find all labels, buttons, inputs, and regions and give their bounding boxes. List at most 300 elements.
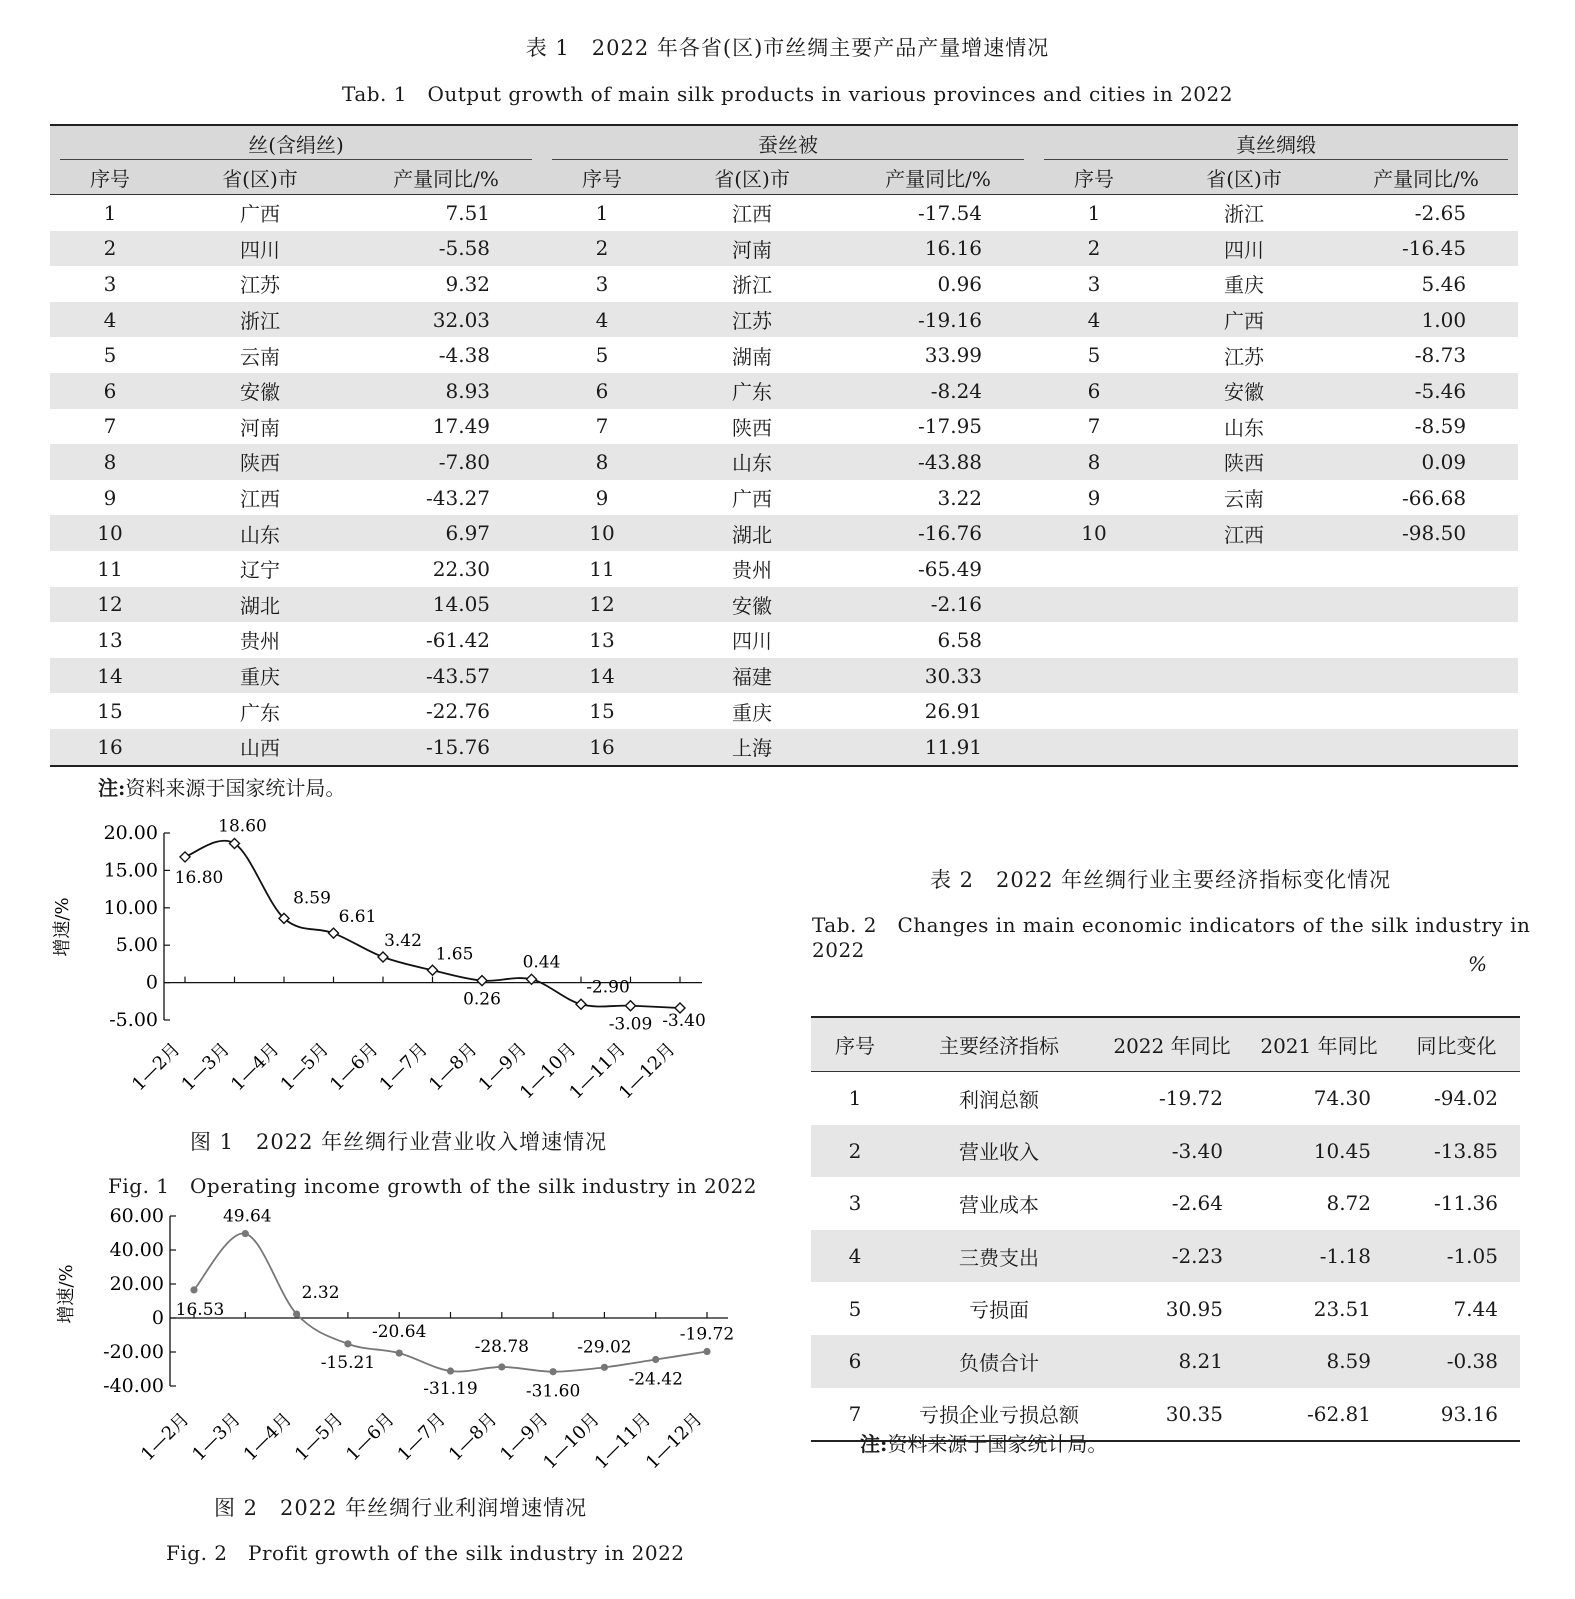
table1-caption-cn: 表 1 2022 年各省(区)市丝绸主要产品产量增速情况 bbox=[525, 36, 1050, 60]
col-header-growth: 产量同比/% bbox=[1334, 160, 1518, 195]
cell-index: 14 bbox=[50, 658, 170, 694]
x-tick-label: 1—6月 bbox=[326, 1038, 383, 1096]
cell-index: 4 bbox=[542, 302, 662, 338]
note-text: 资料来源于国家统计局。 bbox=[887, 1432, 1108, 1456]
table-row bbox=[50, 195, 1518, 231]
table1 bbox=[50, 124, 1518, 767]
col-header-indicator: 主要经济指标 bbox=[899, 1017, 1099, 1072]
cell-province bbox=[1154, 729, 1334, 766]
cell-province bbox=[1154, 551, 1334, 587]
x-tick-label: 1—9月 bbox=[474, 1038, 532, 1096]
table-row bbox=[50, 658, 1518, 694]
data-label: 3.42 bbox=[384, 931, 422, 952]
cell-index: 1 bbox=[1087, 200, 1101, 225]
cell-province: 山东 bbox=[1224, 415, 1265, 440]
cell-province: 江西 bbox=[732, 202, 773, 227]
cell-growth: -2.16 bbox=[842, 587, 1034, 623]
col-header-index: 序号 bbox=[542, 160, 662, 195]
cell-2022: 8.21 bbox=[1099, 1335, 1245, 1388]
cell-index: 2 bbox=[50, 231, 170, 267]
cell-index: 2 bbox=[1034, 231, 1154, 267]
cell-change: -94.02 bbox=[1433, 1086, 1498, 1111]
x-tick-label: 1—8月 bbox=[444, 1408, 502, 1466]
group-header-quilt: 蚕丝被 bbox=[542, 125, 1034, 160]
cell-growth: 17.49 bbox=[432, 414, 491, 439]
note-label: 注: bbox=[860, 1432, 888, 1456]
cell-growth: -43.88 bbox=[842, 444, 1034, 480]
table-row bbox=[50, 444, 1518, 480]
cell-growth bbox=[1334, 622, 1518, 658]
cell-province: 湖北 bbox=[170, 587, 350, 623]
table-row bbox=[811, 1072, 1520, 1125]
cell-2022: 30.95 bbox=[1165, 1296, 1223, 1321]
table2-note bbox=[860, 1428, 1107, 1457]
cell-province: 贵州 bbox=[240, 629, 280, 654]
data-label: -29.02 bbox=[577, 1337, 632, 1358]
cell-province: 重庆 bbox=[170, 658, 350, 694]
cell-index bbox=[1034, 658, 1154, 694]
cell-growth: 30.33 bbox=[842, 658, 1034, 694]
col-header-index: 序号 bbox=[811, 1017, 899, 1072]
cell-indicator: 利润总额 bbox=[959, 1087, 1039, 1112]
data-point bbox=[652, 1356, 659, 1363]
y-tick-label: 5.00 bbox=[115, 934, 158, 957]
table-row bbox=[50, 337, 1518, 373]
x-tick-label: 1—7月 bbox=[393, 1408, 451, 1466]
cell-growth: -15.76 bbox=[350, 729, 542, 766]
cell-growth: -16.76 bbox=[842, 515, 1034, 551]
cell-index: 8 bbox=[50, 444, 170, 480]
table-row bbox=[50, 515, 1518, 551]
cell-province: 安徽 bbox=[662, 587, 842, 623]
table-row bbox=[50, 693, 1518, 729]
y-tick-label: 20.00 bbox=[103, 822, 158, 844]
cell-province: 江苏 bbox=[240, 273, 280, 298]
data-label: 16.53 bbox=[175, 1299, 225, 1320]
cell-index: 3 bbox=[848, 1191, 862, 1216]
y-tick-label: 0 bbox=[145, 971, 158, 994]
cell-growth: 33.99 bbox=[924, 343, 983, 368]
y-tick-label: -40.00 bbox=[103, 1375, 164, 1397]
cell-index: 2 bbox=[542, 231, 662, 267]
data-point bbox=[550, 1368, 557, 1375]
figure2-caption-cn: 图 2 2022 年丝绸行业利润增速情况 bbox=[214, 1496, 588, 1520]
x-tick-label: 1—10月 bbox=[515, 1038, 581, 1104]
data-point bbox=[293, 1310, 300, 1317]
cell-index bbox=[1034, 551, 1154, 587]
cell-2022: -3.40 bbox=[1099, 1125, 1245, 1178]
cell-province: 云南 bbox=[240, 344, 280, 369]
x-tick-label: 1—5月 bbox=[290, 1408, 348, 1466]
cell-change: -1.05 bbox=[1393, 1230, 1520, 1283]
table-row bbox=[50, 266, 1518, 302]
cell-growth: 0.09 bbox=[1334, 444, 1518, 480]
data-label: -3.40 bbox=[662, 1011, 706, 1032]
table-row bbox=[811, 1125, 1520, 1178]
cell-province: 四川 bbox=[170, 231, 350, 267]
cell-2021: -1.18 bbox=[1245, 1230, 1393, 1283]
x-tick-label: 1—12月 bbox=[641, 1408, 707, 1474]
y-tick-label: 0 bbox=[151, 1307, 164, 1329]
cell-index: 11 bbox=[97, 556, 123, 581]
cell-growth bbox=[1334, 658, 1518, 694]
cell-province: 辽宁 bbox=[240, 558, 280, 583]
y-axis-label: 增速/% bbox=[56, 1264, 77, 1324]
cell-province: 江西 bbox=[240, 487, 280, 512]
cell-index: 9 bbox=[1087, 485, 1101, 510]
cell-index bbox=[1034, 693, 1154, 729]
cell-index: 5 bbox=[848, 1296, 862, 1321]
cell-index: 7 bbox=[595, 414, 609, 439]
cell-index bbox=[1034, 622, 1154, 658]
col-header-index: 序号 bbox=[1034, 160, 1154, 195]
cell-indicator: 亏损面 bbox=[969, 1298, 1029, 1323]
cell-index: 1 bbox=[595, 200, 609, 225]
cell-growth: 0.96 bbox=[937, 271, 983, 296]
cell-growth: 26.91 bbox=[924, 699, 983, 724]
cell-index bbox=[1034, 729, 1154, 766]
cell-2021: 10.45 bbox=[1245, 1125, 1393, 1178]
cell-province bbox=[1154, 587, 1334, 623]
cell-growth: -8.24 bbox=[842, 373, 1034, 409]
figure1-caption-cn: 图 1 2022 年丝绸行业营业收入增速情况 bbox=[190, 1130, 608, 1154]
cell-province: 四川 bbox=[732, 629, 773, 654]
cell-province: 浙江 bbox=[170, 302, 350, 338]
cell-growth: 22.30 bbox=[432, 556, 491, 581]
figure2-chart bbox=[40, 1203, 750, 1493]
cell-province: 湖北 bbox=[662, 515, 842, 551]
x-tick-label: 1—2月 bbox=[137, 1408, 194, 1466]
cell-growth: -7.80 bbox=[350, 444, 542, 480]
cell-growth: 6.97 bbox=[350, 515, 542, 551]
cell-growth: -61.42 bbox=[426, 627, 491, 652]
data-point bbox=[703, 1348, 710, 1355]
table-row bbox=[50, 231, 1518, 267]
cell-province: 安徽 bbox=[1154, 373, 1334, 409]
cell-province: 贵州 bbox=[732, 558, 773, 583]
data-point bbox=[626, 1001, 636, 1011]
x-tick-label: 1—12月 bbox=[614, 1038, 680, 1104]
col-header-change: 同比变化 bbox=[1393, 1017, 1520, 1072]
table-row bbox=[50, 302, 1518, 338]
table2 bbox=[811, 1016, 1520, 1442]
col-header-2022: 2022 年同比 bbox=[1099, 1017, 1245, 1072]
y-tick-label: 15.00 bbox=[103, 859, 158, 882]
cell-2021: 8.72 bbox=[1326, 1191, 1371, 1216]
cell-province: 陕西 bbox=[732, 415, 773, 440]
data-label: 8.59 bbox=[293, 888, 331, 909]
cell-growth: -22.76 bbox=[426, 699, 491, 724]
cell-province bbox=[1154, 622, 1334, 658]
data-label: -2.90 bbox=[586, 977, 630, 998]
cell-index: 8 bbox=[1034, 444, 1154, 480]
cell-index: 2 bbox=[811, 1125, 899, 1178]
cell-growth: 6.58 bbox=[937, 627, 983, 652]
group-header-silk: 丝(含绢丝) bbox=[50, 125, 542, 160]
col-header-growth: 产量同比/% bbox=[350, 160, 542, 195]
x-tick-label: 1—10月 bbox=[539, 1408, 604, 1474]
data-point bbox=[190, 1286, 197, 1293]
table1-note bbox=[98, 772, 345, 801]
cell-index: 6 bbox=[811, 1335, 899, 1388]
data-label: -31.19 bbox=[423, 1379, 478, 1400]
cell-indicator: 负债合计 bbox=[899, 1335, 1099, 1388]
cell-indicator: 营业收入 bbox=[899, 1125, 1099, 1178]
cell-growth: -2.65 bbox=[1414, 200, 1467, 225]
x-tick-label: 1—8月 bbox=[425, 1038, 482, 1096]
data-point bbox=[180, 852, 190, 862]
cell-growth: -98.50 bbox=[1334, 515, 1518, 551]
x-tick-label: 1—9月 bbox=[496, 1408, 553, 1466]
cell-index: 16 bbox=[50, 729, 170, 766]
cell-index: 5 bbox=[103, 343, 117, 368]
cell-growth: -5.46 bbox=[1334, 373, 1518, 409]
table2-caption-en: Tab. 2 Changes in main economic indicators of the silk industry in 2022 bbox=[812, 913, 1531, 962]
cell-province: 陕西 bbox=[170, 444, 350, 480]
data-label: -28.78 bbox=[474, 1336, 530, 1357]
cell-province bbox=[1154, 693, 1334, 729]
cell-index: 5 bbox=[595, 343, 609, 368]
data-label: 1.65 bbox=[435, 944, 474, 965]
cell-index: 15 bbox=[589, 699, 615, 724]
y-tick-label: -20.00 bbox=[103, 1341, 164, 1363]
x-tick-label: 1—11月 bbox=[590, 1408, 656, 1474]
x-tick-label: 1—11月 bbox=[565, 1038, 631, 1104]
cell-index: 11 bbox=[589, 556, 615, 581]
cell-province: 江苏 bbox=[1224, 344, 1265, 369]
cell-province: 云南 bbox=[1224, 487, 1265, 512]
cell-index: 13 bbox=[589, 627, 615, 652]
data-label: 16.80 bbox=[174, 867, 224, 888]
cell-province: 河南 bbox=[662, 231, 842, 267]
cell-change: -0.38 bbox=[1393, 1335, 1520, 1388]
cell-index: 7 bbox=[1087, 414, 1101, 439]
cell-province: 广东 bbox=[662, 373, 842, 409]
cell-2022: 30.35 bbox=[1099, 1388, 1245, 1442]
cell-province: 陕西 bbox=[1154, 444, 1334, 480]
cell-growth: -8.73 bbox=[1414, 343, 1467, 368]
note-text: 资料来源于国家统计局。 bbox=[125, 776, 346, 800]
y-tick-label: 20.00 bbox=[109, 1273, 164, 1295]
cell-growth: 11.91 bbox=[842, 729, 1034, 766]
cell-growth: -66.68 bbox=[1402, 485, 1467, 510]
cell-index: 16 bbox=[542, 729, 662, 766]
cell-growth: -17.95 bbox=[918, 414, 983, 439]
data-point bbox=[329, 928, 339, 938]
cell-province: 山东 bbox=[662, 444, 842, 480]
cell-province: 广西 bbox=[732, 487, 773, 512]
cell-2022: -2.64 bbox=[1171, 1191, 1223, 1216]
cell-growth: -17.54 bbox=[918, 200, 983, 225]
data-point bbox=[576, 999, 586, 1009]
col-header-index: 序号 bbox=[50, 160, 170, 195]
cell-index: 1 bbox=[848, 1086, 862, 1111]
table-row bbox=[50, 587, 1518, 623]
cell-change: -11.36 bbox=[1433, 1191, 1498, 1216]
y-tick-label: -5.00 bbox=[109, 1009, 158, 1031]
data-label: 0.44 bbox=[522, 952, 561, 973]
col-header-growth: 产量同比/% bbox=[842, 160, 1034, 195]
cell-index: 10 bbox=[50, 515, 170, 551]
col-header-2021: 2021 年同比 bbox=[1245, 1017, 1393, 1072]
cell-index: 7 bbox=[103, 414, 117, 439]
cell-province: 重庆 bbox=[732, 700, 773, 725]
table2-column-headers bbox=[811, 1017, 1520, 1072]
x-tick-label: 1—3月 bbox=[177, 1038, 235, 1096]
cell-index: 12 bbox=[50, 587, 170, 623]
cell-growth bbox=[1334, 693, 1518, 729]
cell-province: 江西 bbox=[1154, 515, 1334, 551]
cell-province: 福建 bbox=[662, 658, 842, 694]
cell-2022: -2.23 bbox=[1099, 1230, 1245, 1283]
data-point bbox=[447, 1367, 454, 1374]
table-row bbox=[50, 409, 1518, 445]
cell-growth: -65.49 bbox=[918, 556, 983, 581]
cell-growth: 7.51 bbox=[445, 200, 491, 225]
cell-index: 3 bbox=[595, 271, 609, 296]
x-tick-label: 1—4月 bbox=[239, 1408, 297, 1466]
table-row bbox=[811, 1335, 1520, 1388]
cell-index: 14 bbox=[542, 658, 662, 694]
x-tick-label: 1—6月 bbox=[342, 1408, 399, 1466]
cell-index: 6 bbox=[542, 373, 662, 409]
cell-growth bbox=[1334, 729, 1518, 766]
data-point bbox=[428, 965, 438, 975]
figure1-chart bbox=[40, 810, 740, 1115]
cell-index: 6 bbox=[50, 373, 170, 409]
cell-province: 浙江 bbox=[1224, 202, 1265, 227]
data-point bbox=[242, 1230, 249, 1237]
cell-index: 10 bbox=[542, 515, 662, 551]
cell-province: 安徽 bbox=[170, 373, 350, 409]
cell-2021: 74.30 bbox=[1313, 1086, 1371, 1111]
data-point bbox=[396, 1349, 403, 1356]
table-row bbox=[50, 729, 1518, 766]
data-label: -3.09 bbox=[608, 1014, 653, 1035]
cell-growth: -4.38 bbox=[438, 343, 491, 368]
data-label: -31.60 bbox=[525, 1381, 581, 1402]
cell-index: 13 bbox=[97, 627, 123, 652]
cell-indicator: 营业成本 bbox=[959, 1192, 1039, 1217]
cell-province: 四川 bbox=[1154, 231, 1334, 267]
data-label: -15.21 bbox=[320, 1352, 376, 1373]
table-row bbox=[50, 373, 1518, 409]
cell-index: 12 bbox=[542, 587, 662, 623]
cell-2021: 23.51 bbox=[1313, 1296, 1371, 1321]
cell-index: 9 bbox=[103, 485, 117, 510]
data-label: -19.72 bbox=[679, 1324, 735, 1345]
figure2-caption-en: Fig. 2 Profit growth of the silk industry in 2022 bbox=[166, 1541, 685, 1565]
table-row bbox=[811, 1177, 1520, 1230]
col-header-province: 省(区)市 bbox=[1154, 160, 1334, 195]
table-row bbox=[50, 622, 1518, 658]
x-tick-label: 1—2月 bbox=[128, 1038, 185, 1096]
group-header-satin: 真丝绸缎 bbox=[1034, 125, 1518, 160]
x-tick-label: 1—7月 bbox=[375, 1038, 433, 1096]
x-tick-label: 1—5月 bbox=[276, 1038, 334, 1096]
cell-index: 4 bbox=[50, 302, 170, 338]
cell-index bbox=[1034, 587, 1154, 623]
data-label: -24.42 bbox=[628, 1369, 683, 1390]
cell-2022: -19.72 bbox=[1158, 1086, 1223, 1111]
cell-growth: 5.46 bbox=[1421, 271, 1467, 296]
cell-index: 4 bbox=[811, 1230, 899, 1283]
table1-column-headers bbox=[50, 160, 1518, 195]
cell-index: 1 bbox=[103, 200, 117, 225]
cell-province: 江苏 bbox=[662, 302, 842, 338]
cell-change: -13.85 bbox=[1393, 1125, 1520, 1178]
data-point bbox=[344, 1340, 351, 1347]
cell-province: 山西 bbox=[170, 729, 350, 766]
figure1-caption-en: Fig. 1 Operating income growth of the silk industry in 2022 bbox=[108, 1174, 757, 1198]
note-label: 注: bbox=[98, 776, 126, 800]
cell-province: 山东 bbox=[170, 515, 350, 551]
cell-growth: 3.22 bbox=[937, 485, 983, 510]
data-point bbox=[477, 976, 487, 986]
table2-caption-cn: 表 2 2022 年丝绸行业主要经济指标变化情况 bbox=[930, 868, 1392, 892]
cell-index: 6 bbox=[1034, 373, 1154, 409]
data-point bbox=[601, 1364, 608, 1371]
y-tick-label: 10.00 bbox=[103, 896, 158, 919]
cell-growth bbox=[1334, 587, 1518, 623]
cell-2021: 8.59 bbox=[1245, 1335, 1393, 1388]
data-label: 6.61 bbox=[338, 907, 377, 928]
table-row bbox=[50, 551, 1518, 587]
cell-growth bbox=[1334, 551, 1518, 587]
cell-growth: 32.03 bbox=[350, 302, 542, 338]
data-label: 0.26 bbox=[463, 989, 501, 1010]
cell-indicator: 三费支出 bbox=[899, 1230, 1099, 1283]
y-axis-label: 增速/% bbox=[52, 897, 73, 957]
cell-province: 浙江 bbox=[732, 273, 773, 298]
col-header-province: 省(区)市 bbox=[170, 160, 350, 195]
cell-growth: -43.27 bbox=[426, 485, 491, 510]
cell-change: 7.44 bbox=[1453, 1296, 1498, 1321]
table2-unit: % bbox=[1468, 952, 1488, 976]
cell-province: 河南 bbox=[240, 415, 280, 440]
cell-index: 4 bbox=[1034, 302, 1154, 338]
cell-growth: 16.16 bbox=[842, 231, 1034, 267]
cell-change: 93.16 bbox=[1393, 1388, 1520, 1442]
table-row bbox=[811, 1282, 1520, 1335]
cell-province: 广东 bbox=[240, 700, 280, 725]
cell-index: 10 bbox=[1034, 515, 1154, 551]
cell-province: 上海 bbox=[662, 729, 842, 766]
data-label: -20.64 bbox=[371, 1322, 427, 1343]
table-row bbox=[50, 480, 1518, 516]
x-tick-label: 1—4月 bbox=[227, 1038, 284, 1096]
table-row bbox=[811, 1230, 1520, 1283]
data-label: 49.64 bbox=[222, 1206, 272, 1227]
data-point bbox=[498, 1363, 505, 1370]
cell-growth: -8.59 bbox=[1414, 414, 1467, 439]
y-tick-label: 40.00 bbox=[109, 1239, 164, 1261]
cell-province: 重庆 bbox=[1224, 273, 1265, 298]
x-tick-label: 1—3月 bbox=[188, 1408, 245, 1466]
cell-growth: 9.32 bbox=[445, 271, 491, 296]
data-label: 2.32 bbox=[301, 1283, 340, 1304]
cell-growth: 14.05 bbox=[350, 587, 542, 623]
cell-2021: -62.81 bbox=[1245, 1388, 1393, 1442]
cell-index: 15 bbox=[97, 699, 123, 724]
cell-index: 5 bbox=[1087, 343, 1101, 368]
cell-growth: 1.00 bbox=[1334, 302, 1518, 338]
cell-growth: -5.58 bbox=[350, 231, 542, 267]
table1-caption-en: Tab. 1 Output growth of main silk products in various provinces and cities in 2022 bbox=[342, 82, 1233, 106]
cell-growth: -43.57 bbox=[350, 658, 542, 694]
cell-province: 广西 bbox=[1154, 302, 1334, 338]
cell-growth: -19.16 bbox=[842, 302, 1034, 338]
